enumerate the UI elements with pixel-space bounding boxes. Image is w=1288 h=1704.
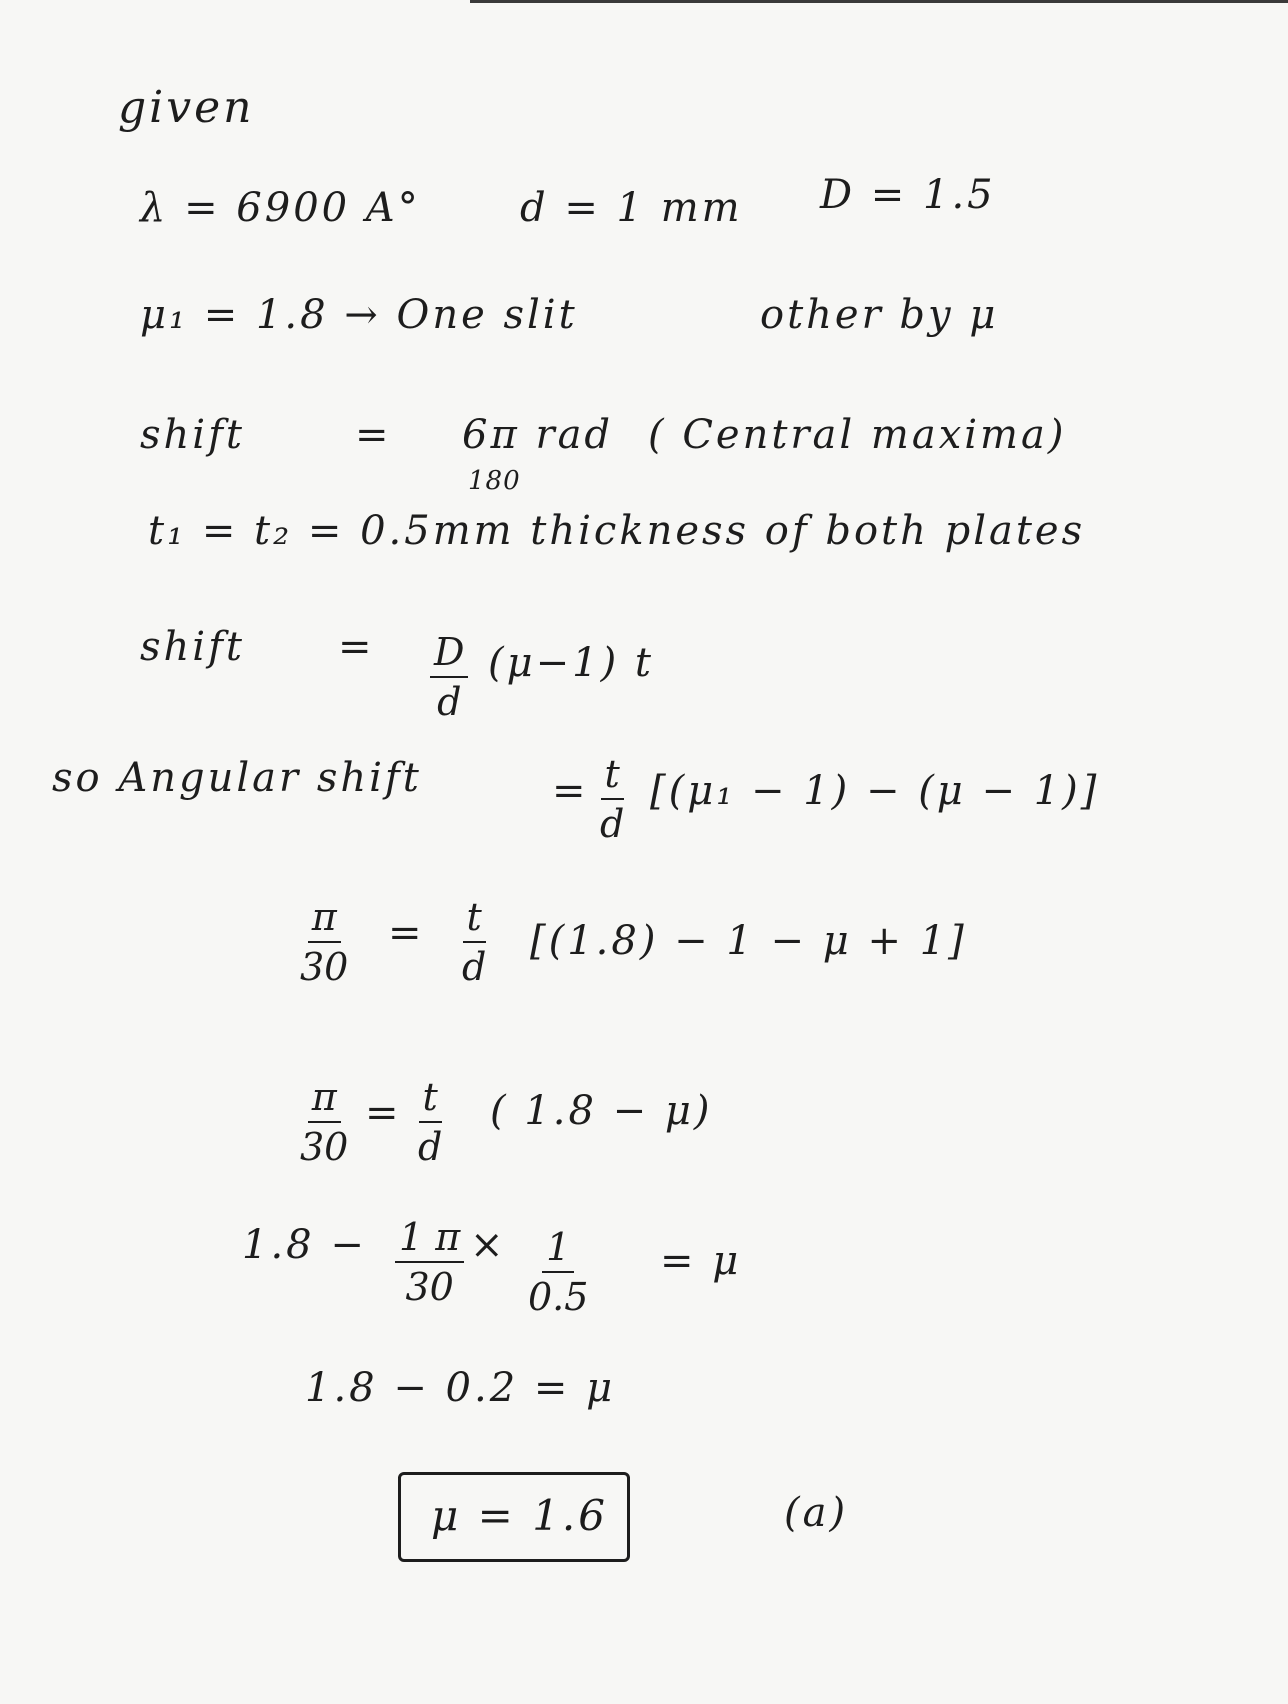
fraction-numerator: 1 π — [395, 1215, 464, 1263]
angular-shift-label: so Angular shift — [52, 755, 422, 801]
answer-option: (a) — [784, 1490, 849, 1536]
fraction-denominator: d — [418, 1125, 443, 1169]
equals-sign-2: = — [338, 624, 375, 670]
substituted-expression: [(1.8) − 1 − μ + 1] — [530, 918, 967, 964]
central-maxima-note: ( Central maxima) — [648, 412, 1067, 458]
fraction-numerator: t — [601, 752, 624, 800]
fraction-denominator: d — [462, 945, 487, 989]
angular-shift-fraction — [600, 752, 624, 846]
given-screen-distance: D = 1.5 — [820, 172, 996, 218]
simplified-expression: ( 1.8 − μ) — [490, 1088, 713, 1134]
plate-thickness: t₁ = t₂ = 0.5mm thickness of both plates — [148, 508, 1086, 554]
fraction-denominator: 30 — [405, 1265, 454, 1309]
shift-angle-denominator: 180 — [468, 466, 521, 496]
equals-sign-4: = — [388, 910, 425, 956]
pi-over-30-fraction-2 — [300, 1075, 348, 1169]
multiply-sign: × — [470, 1222, 507, 1268]
refractive-index-other: other by μ — [760, 292, 999, 338]
given-wavelength: λ = 6900 A° — [140, 185, 421, 231]
fraction-numerator: D — [430, 630, 468, 678]
fraction-numerator: t — [463, 895, 486, 943]
angular-shift-expression: [(μ₁ − 1) − (μ − 1)] — [650, 768, 1100, 814]
fraction-denominator: 30 — [300, 945, 349, 989]
t-over-d-fraction — [462, 895, 486, 989]
final-answer: μ = 1.6 — [431, 1491, 608, 1540]
equals-sign: = — [355, 412, 392, 458]
final-answer-box — [398, 1472, 630, 1562]
heading-given: given — [118, 82, 255, 133]
equals-sign-5: = — [365, 1090, 402, 1136]
solve-left: 1.8 − — [242, 1222, 367, 1268]
shift-label: shift — [140, 412, 245, 458]
fraction-numerator: 1 — [542, 1225, 574, 1273]
refractive-index-one-slit: μ₁ = 1.8 → One slit — [140, 292, 578, 338]
fraction-denominator: d — [437, 680, 462, 724]
shift-fraction — [430, 630, 468, 724]
fraction-numerator: t — [419, 1075, 442, 1123]
one-over-thickness-term — [528, 1225, 588, 1319]
shift-label-2: shift — [140, 624, 245, 670]
t-over-d-fraction-2 — [418, 1075, 442, 1169]
pi-over-30-term — [395, 1215, 464, 1309]
fraction-numerator: π — [308, 895, 341, 943]
shift-angle-numerator: 6π rad — [462, 412, 614, 458]
solve-right: = μ — [660, 1238, 742, 1284]
fraction-denominator: 30 — [300, 1125, 349, 1169]
equals-sign-3: = — [552, 768, 589, 814]
fraction-numerator: π — [308, 1075, 341, 1123]
given-slit-separation: d = 1 mm — [520, 185, 743, 231]
subtraction-step: 1.8 − 0.2 = μ — [305, 1365, 616, 1411]
page-edge-line — [470, 0, 1288, 3]
fraction-denominator: d — [600, 802, 625, 846]
pi-over-30-fraction — [300, 895, 348, 989]
fraction-denominator: 0.5 — [528, 1275, 589, 1319]
shift-expression: (μ−1) t — [488, 640, 654, 686]
